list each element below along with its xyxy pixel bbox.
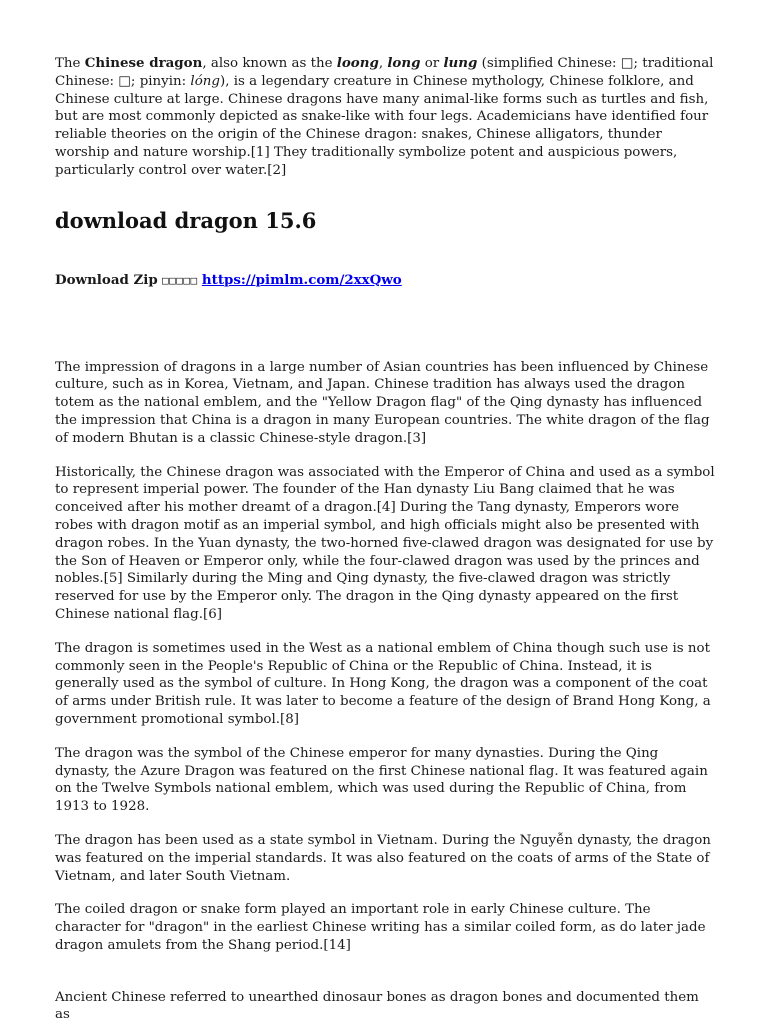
paragraph: The dragon was the symbol of the Chinese emperor for many dynasties. During the Qing dynasty, the Azure Dragon was featured on the first Chinese national flag. It was featured again on the Twelve Symbols national emblem, which was used during the Republic of China, from 1913 to 1928. [55,745,708,815]
intro-term-long: long [387,55,421,71]
download-line [55,271,717,290]
intro-text: , [378,56,388,71]
intro-text: The [55,56,85,71]
missing-glyph: □ [118,73,131,89]
intro-term-lung: lung [443,55,478,71]
intro-paragraph [55,55,717,180]
intro-text: (simplified Chinese: [477,56,621,71]
intro-term-loong: loong [336,55,379,71]
document-content [55,55,717,1024]
download-link[interactable]: https://pimlm.com/2xxQwo [201,271,402,288]
intro-text: , also known as the [202,56,337,71]
paragraph: Ancient Chinese referred to unearthed dinosaur bones as dragon bones and documented them as [55,989,699,1023]
download-label: Download Zip [55,271,158,288]
intro-text: ; traditional Chinese: [55,56,714,89]
paragraph: The impression of dragons in a large number of Asian countries has been influenced by Chinese culture, such as in Korea, Vietnam, and Japan. Chinese tradition has always used the dragon totem as the national emblem, and the "Yellow Dragon flag" of the Qing dynasty has influenced the impression that China is a dragon in many European countries. The white dragon of the flag of modern Bhutan is a classic Chinese-style dragon.[3] [55,359,710,446]
paragraph: The coiled dragon or snake form played an important role in early Chinese culture. The character for "dragon" in the earliest Chinese writing has a similar coiled form, as do later jade dragon amulets from the Shang period.[14] [55,902,706,953]
paragraph: The dragon is sometimes used in the West as a national emblem of China though such use is not commonly seen in the People's Republic of China or the Republic of China. Instead, it is generally used as the symbol of culture. In Hong Kong, the dragon was a component of the coat of arms under British rule. It was later to become a feature of the design of Brand Hong Kong, a government promotional symbol.[8] [55,640,711,727]
intro-text: ), is a legendary creature in Chinese mythology, Chinese folklore, and Chinese culture at large. Chinese dragons have many animal-like forms such as turtles and fish, but are most commonly depicted as snake-like with four legs. Academicians have identified four reliable theories on the origin of the Chinese dragon: snakes, Chinese alligators, thunder worship and nature worship.[1] They traditionally symbolize potent and auspicious powers, particularly control over water.[2] [55,73,709,178]
intro-pinyin: lóng [190,73,220,89]
paragraph: The dragon has been used as a state symbol in Vietnam. During the Nguyễn dynasty, the dragon was featured on the imperial standards. It was also featured on the coats of arms of the State of Vietnam, and later South Vietnam. [55,832,711,884]
paragraph: Historically, the Chinese dragon was associated with the Emperor of China and used as a symbol to represent imperial power. The founder of the Han dynasty Liu Bang claimed that he was conceived after his mother dreamt of a dragon.[4] During the Tang dynasty, Emperors wore robes with dragon motif as an imperial symbol, and high officials might also be presented with dragon robes. In the Yuan dynasty, the two-horned five-clawed dragon was designated for use by the Son of Heaven or Emperor only, while the four-clawed dragon was used by the princes and nobles.[5] Similarly during the Ming and Qing dynasty, the five-clawed dragon was strictly reserved for use by the Emperor only. The dragon in the Qing dynasty appeared on the first Chinese national flag.[6] [55,464,715,622]
missing-glyphs: □□□□□ [162,273,198,287]
intro-text: ; pinyin: [130,73,191,89]
intro-text: or [420,56,444,71]
page-heading: download dragon 15.6 [55,207,317,233]
article-body [55,359,717,1024]
intro-bold-term: Chinese dragon [84,55,203,71]
missing-glyph: □ [620,56,634,71]
